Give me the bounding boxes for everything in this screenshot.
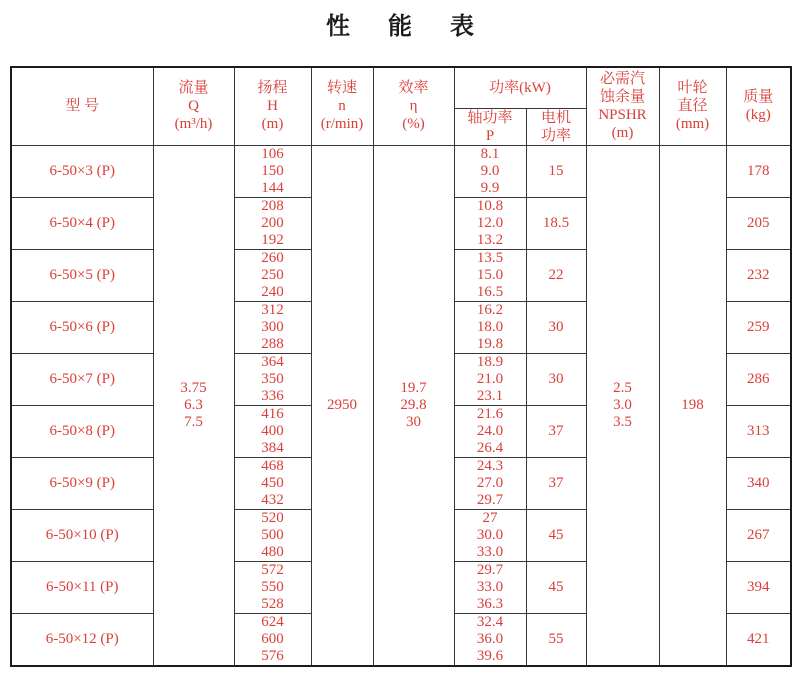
model-cell: 6-50×5 (P) xyxy=(11,249,153,301)
header-impeller-line: 直径 xyxy=(677,98,708,115)
shaft-power-value: 24.0 xyxy=(476,422,504,439)
shaft-power-cell xyxy=(454,613,526,666)
shaft-power-value: 27 xyxy=(482,509,498,526)
model-cell: 6-50×10 (P) xyxy=(11,509,153,561)
header-efficiency-line: η xyxy=(409,98,418,115)
shaft-power-value: 26.4 xyxy=(476,439,504,456)
mass-cell: 340 xyxy=(726,457,791,509)
impeller-value: 198 xyxy=(681,396,704,413)
shaft-power-value: 21.6 xyxy=(476,405,504,422)
head-value: 150 xyxy=(261,162,284,179)
mass-cell: 232 xyxy=(726,249,791,301)
shaft-power-value: 19.8 xyxy=(476,335,504,352)
head-value: 240 xyxy=(261,283,284,300)
header-efficiency-line: (%) xyxy=(402,116,425,133)
mass-cell: 286 xyxy=(726,353,791,405)
shaft-power-value: 29.7 xyxy=(476,561,504,578)
head-value: 384 xyxy=(261,439,284,456)
header-npshr xyxy=(586,67,659,145)
shaft-power-value: 12.0 xyxy=(476,214,504,231)
head-value: 468 xyxy=(261,457,284,474)
shaft-power-value: 27.0 xyxy=(476,474,504,491)
header-impeller-line: (mm) xyxy=(675,116,710,133)
head-cell xyxy=(234,353,311,405)
head-value: 480 xyxy=(261,543,284,560)
shaft-power-value: 9.0 xyxy=(480,162,500,179)
head-cell xyxy=(234,561,311,613)
head-value: 200 xyxy=(261,214,284,231)
speed-cell xyxy=(311,145,373,666)
header-head-line: 扬程 xyxy=(257,80,288,97)
head-value: 528 xyxy=(261,595,284,612)
header-npshr-line: NPSHR xyxy=(598,107,647,124)
npshr-cell xyxy=(586,145,659,666)
header-motor-power-line: 电机 xyxy=(540,109,571,126)
header-power-group-label: 功率(kW) xyxy=(489,79,551,96)
motor-power-cell: 45 xyxy=(526,509,586,561)
header-row-1 xyxy=(11,67,791,108)
shaft-power-value: 10.8 xyxy=(476,197,504,214)
shaft-power-value: 36.3 xyxy=(476,595,504,612)
shaft-power-cell xyxy=(454,509,526,561)
flow-value: 3.75 xyxy=(180,379,207,396)
header-npshr-line: (m) xyxy=(611,125,634,142)
head-cell xyxy=(234,197,311,249)
model-cell: 6-50×9 (P) xyxy=(11,457,153,509)
shaft-power-value: 9.9 xyxy=(480,179,500,196)
header-head xyxy=(234,67,311,145)
shaft-power-value: 39.6 xyxy=(476,647,504,664)
header-shaft-power xyxy=(454,108,526,145)
shaft-power-value: 32.4 xyxy=(476,613,504,630)
header-speed-line: (r/min) xyxy=(320,116,364,133)
head-value: 300 xyxy=(261,318,284,335)
motor-power-cell: 37 xyxy=(526,457,586,509)
speed-value: 2950 xyxy=(327,396,357,413)
head-cell xyxy=(234,405,311,457)
head-value: 500 xyxy=(261,526,284,543)
shaft-power-cell xyxy=(454,457,526,509)
shaft-power-value: 8.1 xyxy=(480,145,500,162)
shaft-power-cell xyxy=(454,301,526,353)
shaft-power-value: 30.0 xyxy=(476,526,504,543)
mass-cell: 178 xyxy=(726,145,791,197)
shaft-power-value: 33.0 xyxy=(476,543,504,560)
head-value: 260 xyxy=(261,249,284,266)
motor-power-cell: 30 xyxy=(526,353,586,405)
motor-power-cell: 45 xyxy=(526,561,586,613)
head-value: 350 xyxy=(261,370,284,387)
shaft-power-cell xyxy=(454,197,526,249)
shaft-power-value: 18.0 xyxy=(476,318,504,335)
mass-cell: 267 xyxy=(726,509,791,561)
header-shaft-power-line: P xyxy=(485,127,495,144)
head-value: 250 xyxy=(261,266,284,283)
head-value: 520 xyxy=(261,509,284,526)
efficiency-value: 29.8 xyxy=(400,396,427,413)
head-value: 144 xyxy=(261,179,284,196)
shaft-power-value: 36.0 xyxy=(476,630,504,647)
motor-power-cell: 18.5 xyxy=(526,197,586,249)
mass-cell: 313 xyxy=(726,405,791,457)
head-value: 624 xyxy=(261,613,284,630)
shaft-power-value: 23.1 xyxy=(476,387,504,404)
header-npshr-line: 必需汽 xyxy=(599,71,645,88)
header-mass-line: 质量 xyxy=(743,89,774,106)
head-cell xyxy=(234,509,311,561)
header-speed xyxy=(311,67,373,145)
motor-power-cell: 55 xyxy=(526,613,586,666)
header-speed-line: 转速 xyxy=(326,80,357,97)
npshr-value: 2.5 xyxy=(613,379,632,396)
header-speed-line: n xyxy=(338,98,346,115)
header-head-line: (m) xyxy=(261,116,284,133)
header-mass-line: (kg) xyxy=(745,107,771,124)
shaft-power-cell xyxy=(454,249,526,301)
head-value: 208 xyxy=(261,197,284,214)
header-model xyxy=(11,67,153,145)
shaft-power-cell xyxy=(454,561,526,613)
shaft-power-value: 21.0 xyxy=(476,370,504,387)
model-cell: 6-50×8 (P) xyxy=(11,405,153,457)
table-header xyxy=(11,67,791,145)
shaft-power-value: 29.7 xyxy=(476,491,504,508)
header-efficiency xyxy=(373,67,454,145)
shaft-power-value: 16.5 xyxy=(476,283,504,300)
header-flow-line: 流量 xyxy=(178,80,209,97)
head-value: 432 xyxy=(261,491,284,508)
head-cell xyxy=(234,249,311,301)
efficiency-value: 30 xyxy=(406,413,421,430)
head-value: 576 xyxy=(261,647,284,664)
shaft-power-value: 24.3 xyxy=(476,457,504,474)
model-cell: 6-50×3 (P) xyxy=(11,145,153,197)
header-power-group xyxy=(454,67,586,108)
header-impeller-line: 叶轮 xyxy=(677,80,708,97)
motor-power-cell: 37 xyxy=(526,405,586,457)
shaft-power-value: 13.5 xyxy=(476,249,504,266)
model-cell: 6-50×7 (P) xyxy=(11,353,153,405)
head-value: 288 xyxy=(261,335,284,352)
performance-table xyxy=(10,66,792,667)
header-head-line: H xyxy=(267,98,278,115)
npshr-value: 3.5 xyxy=(613,413,632,430)
shaft-power-value: 13.2 xyxy=(476,231,504,248)
head-value: 400 xyxy=(261,422,284,439)
motor-power-cell: 30 xyxy=(526,301,586,353)
header-motor-power xyxy=(526,108,586,145)
head-value: 416 xyxy=(261,405,284,422)
shaft-power-cell xyxy=(454,405,526,457)
header-model-label: 型 号 xyxy=(65,98,100,115)
shaft-power-value: 15.0 xyxy=(476,266,504,283)
efficiency-cell xyxy=(373,145,454,666)
header-efficiency-line: 效率 xyxy=(398,80,429,97)
head-cell xyxy=(234,613,311,666)
head-value: 600 xyxy=(261,630,284,647)
header-mass xyxy=(726,67,791,145)
shaft-power-cell xyxy=(454,145,526,197)
header-flow-line: Q xyxy=(188,98,199,115)
model-cell: 6-50×4 (P) xyxy=(11,197,153,249)
mass-cell: 421 xyxy=(726,613,791,666)
table-body xyxy=(11,145,791,666)
flow-cell xyxy=(153,145,234,666)
head-value: 572 xyxy=(261,561,284,578)
mass-cell: 394 xyxy=(726,561,791,613)
motor-power-cell: 22 xyxy=(526,249,586,301)
head-value: 550 xyxy=(261,578,284,595)
npshr-value: 3.0 xyxy=(613,396,632,413)
header-shaft-power-line: 轴功率 xyxy=(467,109,513,126)
head-value: 364 xyxy=(261,353,284,370)
head-cell xyxy=(234,301,311,353)
impeller-cell xyxy=(659,145,726,666)
shaft-power-value: 16.2 xyxy=(476,301,504,318)
mass-cell: 205 xyxy=(726,197,791,249)
header-motor-power-line: 功率 xyxy=(540,127,571,144)
model-cell: 6-50×11 (P) xyxy=(11,561,153,613)
header-flow xyxy=(153,67,234,145)
motor-power-cell: 15 xyxy=(526,145,586,197)
head-value: 192 xyxy=(261,231,284,248)
header-flow-line: (m³/h) xyxy=(174,116,213,133)
shaft-power-value: 33.0 xyxy=(476,578,504,595)
model-cell: 6-50×12 (P) xyxy=(11,613,153,666)
model-cell: 6-50×6 (P) xyxy=(11,301,153,353)
mass-cell: 259 xyxy=(726,301,791,353)
head-cell xyxy=(234,457,311,509)
header-npshr-line: 蚀余量 xyxy=(599,89,645,106)
shaft-power-cell xyxy=(454,353,526,405)
table-row xyxy=(11,145,791,197)
header-impeller xyxy=(659,67,726,145)
flow-value: 7.5 xyxy=(184,413,203,430)
head-cell xyxy=(234,145,311,197)
head-value: 336 xyxy=(261,387,284,404)
page-title: 性 能 表 xyxy=(326,14,490,40)
efficiency-value: 19.7 xyxy=(400,379,427,396)
head-value: 312 xyxy=(261,301,284,318)
flow-value: 6.3 xyxy=(184,396,203,413)
head-value: 450 xyxy=(261,474,284,491)
shaft-power-value: 18.9 xyxy=(476,353,504,370)
head-value: 106 xyxy=(261,145,284,162)
